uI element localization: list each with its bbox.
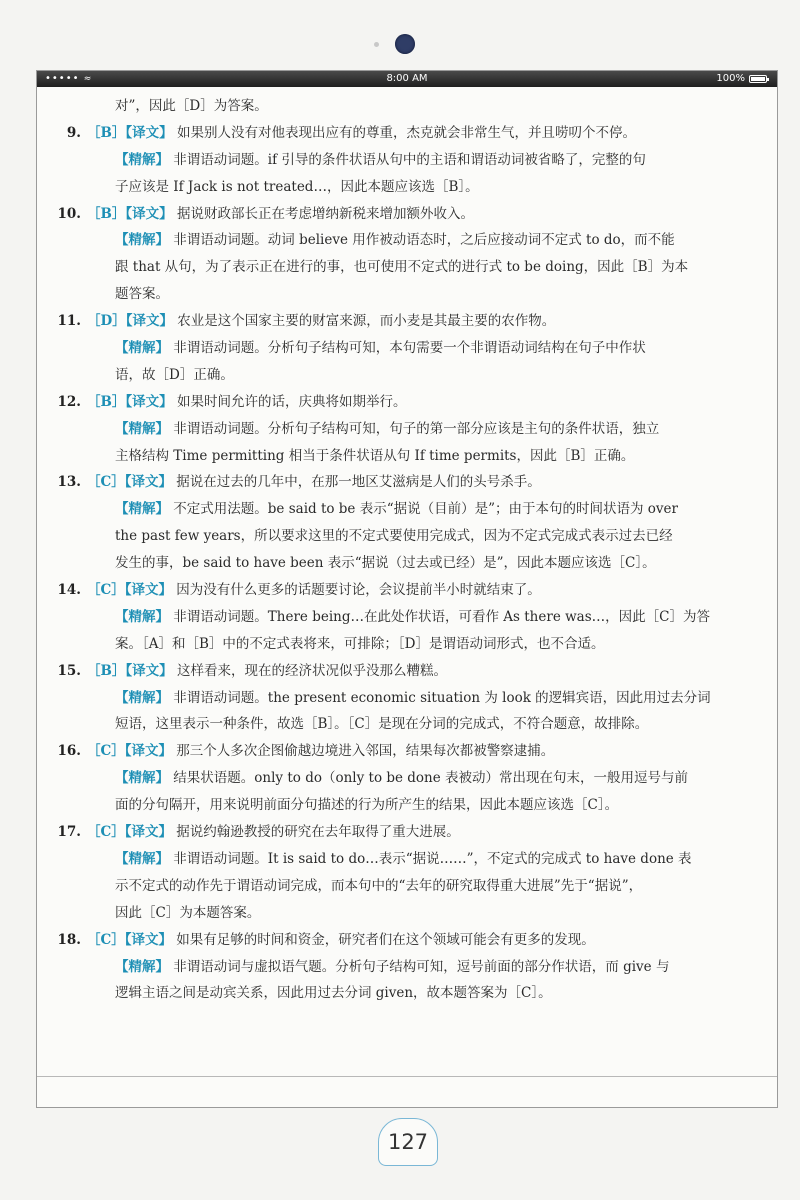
battery-status: [716, 71, 767, 87]
answer-choice: ［B］: [87, 205, 126, 222]
body-text: 短语，这里表示一种条件，故选［B］。［C］是现在分词的完成式，不符合题意，故排除。: [115, 716, 649, 733]
body-text: 非谓语动词题。if 引导的条件状语从句中的主语和谓语动词被省略了，完整的句: [169, 151, 646, 168]
answer-choice: ［B］: [87, 393, 126, 410]
question-number: 15.: [57, 662, 81, 679]
explanation-line: [37, 550, 777, 577]
explanation-line: [37, 416, 777, 443]
battery-icon: [749, 75, 767, 83]
body-text: 主格结构 Time permitting 相当于条件状语从句 If time permits，因此［B］正确。: [115, 447, 635, 464]
explanation-line: [37, 281, 777, 308]
body-text: 结果状语题。only to do（only to be done 表被动）常出现在句末，一般用逗号与前: [169, 770, 689, 787]
question-answer-line: [37, 201, 777, 228]
body-text: 据说在过去的几年中，在那一地区艾滋病是人们的头号杀手。: [172, 474, 541, 491]
question-number: 11.: [57, 313, 81, 330]
question-answer-line: [37, 819, 777, 846]
section-tag: 【精解】: [115, 501, 169, 518]
question-number: 17.: [57, 824, 81, 841]
section-tag: 【译文】: [124, 931, 172, 948]
explanation-line: [37, 174, 777, 201]
section-tag: 【译文】: [125, 124, 173, 141]
section-tag: 【精解】: [115, 340, 169, 357]
answer-choice: ［C］: [87, 743, 125, 760]
explanation-line: [37, 685, 777, 712]
section-tag: 【精解】: [115, 770, 169, 787]
question-answer-line: [37, 469, 777, 496]
explanation-line: [37, 93, 777, 120]
section-tag: 【精解】: [115, 608, 169, 625]
body-text: 非谓语动词与虚拟语气题。分析句子结构可知，逗号前面的部分作状语，而 give 与: [169, 958, 670, 975]
battery-percent: 100%: [716, 73, 745, 84]
question-number: 12.: [57, 393, 81, 410]
question-answer-line: [37, 927, 777, 954]
answer-choice: ［B］: [87, 662, 126, 679]
front-camera-icon: [395, 34, 415, 54]
question-number: 14.: [57, 582, 81, 599]
wifi-icon: ≈: [83, 74, 93, 84]
section-tag: 【译文】: [125, 662, 173, 679]
body-text: 农业是这个国家主要的财富来源，而小麦是其最主要的农作物。: [172, 313, 556, 330]
page-number: 127: [378, 1118, 438, 1166]
explanation-line: [37, 980, 777, 1007]
body-text: 题答案。: [115, 286, 169, 303]
body-text: 非谓语动词题。the present economic situation 为 look 的逻辑宾语，因此用过去分词: [169, 689, 711, 706]
question-answer-line: [37, 577, 777, 604]
explanation-line: [37, 954, 777, 981]
body-text: 示不定式的动作先于谓语动词完成，而本句中的“去年的研究取得重大进展”先于“据说”，: [115, 877, 643, 894]
question-number: 13.: [57, 474, 81, 491]
body-text: 那三个人多次企图偷越边境进入邻国，结果每次都被警察逮捕。: [172, 743, 555, 760]
question-number: 10.: [57, 205, 81, 222]
explanation-line: [37, 711, 777, 738]
body-text: 非谓语动词题。分析句子结构可知，句子的第一部分应该是主句的条件状语，独立: [169, 420, 660, 437]
explanation-line: [37, 443, 777, 470]
body-text: 跟 that 从句，为了表示正在进行的事，也可使用不定式的进行式 to be doing，因此［B］为本: [115, 259, 689, 276]
body-text: 逻辑主语之间是动宾关系，因此用过去分词 given，故本题答案为［C］。: [115, 985, 552, 1002]
section-tag: 【译文】: [124, 582, 172, 599]
body-text: 如果时间允许的话，庆典将如期举行。: [172, 393, 407, 410]
answer-choice: ［B］: [87, 124, 126, 141]
explanation-line: [37, 523, 777, 550]
section-tag: 【译文】: [125, 393, 173, 410]
question-number: 16.: [57, 743, 81, 760]
explanation-line: [37, 147, 777, 174]
status-bar: [37, 71, 777, 87]
explanation-line: [37, 765, 777, 792]
section-tag: 【精解】: [115, 420, 169, 437]
section-tag: 【译文】: [125, 313, 173, 330]
body-text: 语，故［D］正确。: [115, 366, 234, 383]
body-text: 非谓语动词题。分析句子结构可知，本句需要一个非谓语动词结构在句子中作状: [169, 340, 646, 357]
body-text: 如果别人没有对他表现出应有的尊重，杰克就会非常生气，并且唠叨个不停。: [172, 124, 636, 141]
explanation-line: [37, 362, 777, 389]
explanation-line: [37, 846, 777, 873]
explanation-line: [37, 604, 777, 631]
question-answer-line: [37, 738, 777, 765]
signal-dots: •••••: [45, 73, 80, 84]
explanation-line: [37, 496, 777, 523]
body-text: 据说约翰逊教授的研究在去年取得了重大进展。: [172, 824, 460, 841]
answer-choice: ［D］: [87, 313, 126, 330]
section-tag: 【精解】: [115, 232, 169, 249]
explanation-line: [37, 900, 777, 927]
section-tag: 【译文】: [124, 474, 172, 491]
explanation-line: [37, 631, 777, 658]
explanation-line: [37, 792, 777, 819]
explanation-line: [37, 335, 777, 362]
section-tag: 【译文】: [125, 205, 173, 222]
section-tag: 【精解】: [115, 850, 169, 867]
question-answer-line: [37, 389, 777, 416]
body-text: 因为没有什么更多的话题要讨论，会议提前半小时就结束了。: [172, 582, 541, 599]
explanation-line: [37, 873, 777, 900]
question-number: 9.: [66, 124, 81, 141]
answer-choice: ［C］: [87, 582, 125, 599]
section-tag: 【精解】: [115, 958, 169, 975]
tablet-screen: [36, 70, 778, 1108]
body-text: 面的分句隔开，用来说明前面分句描述的行为所产生的结果，因此本题应该选［C］。: [115, 797, 619, 814]
body-text: the past few years，所以要求这里的不定式要使用完成式，因为不定式完成式表示过去已经: [115, 528, 673, 545]
body-text: 子应该是 If Jack is not treated…，因此本题应该选［B］。: [115, 178, 479, 195]
question-answer-line: [37, 120, 777, 147]
body-text: 非谓语动词题。动词 believe 用作被动语态时，之后应接动词不定式 to do，而不能: [169, 232, 675, 249]
question-answer-line: [37, 658, 777, 685]
body-text: 这样看来，现在的经济状况似乎没那么糟糕。: [172, 662, 447, 679]
body-text: 非谓语动词题。There being…在此处作状语，可看作 As there was…，因此［C］为答: [169, 608, 710, 625]
answer-choice: ［C］: [87, 931, 125, 948]
explanation-line: [37, 254, 777, 281]
status-time: 8:00 AM: [386, 73, 428, 84]
body-text: 对”，因此［D］为答案。: [115, 98, 268, 114]
answer-choice: ［C］: [87, 474, 125, 491]
explanation-line: [37, 227, 777, 254]
answer-explanations: [37, 93, 777, 1007]
body-text: 因此［C］为本题答案。: [115, 904, 261, 921]
body-text: 非谓语动词题。It is said to do…表示“据说……”，不定式的完成式 to have done 表: [169, 850, 692, 867]
section-tag: 【译文】: [124, 824, 172, 841]
question-number: 18.: [57, 931, 81, 948]
body-text: 据说财政部长正在考虑增纳新税来增加额外收入。: [172, 205, 474, 222]
body-text: 如果有足够的时间和资金，研究者们在这个领域可能会有更多的发现。: [172, 931, 595, 948]
answer-choice: ［C］: [87, 824, 125, 841]
section-tag: 【精解】: [115, 151, 169, 168]
question-answer-line: [37, 308, 777, 335]
body-text: 不定式用法题。be said to be 表示“据说（目前）是”；由于本句的时间状语为 over: [169, 501, 678, 518]
section-tag: 【译文】: [124, 743, 172, 760]
body-text: 案。［A］和［B］中的不定式表将来，可排除；［D］是谓语动词形式，也不合适。: [115, 635, 605, 652]
camera-sensor-dot: [374, 42, 379, 47]
body-text: 发生的事，be said to have been 表示“据说（过去或已经）是”，因此本题应该选［C］。: [115, 555, 656, 572]
page-bottom-rule: [37, 1076, 777, 1077]
section-tag: 【精解】: [115, 689, 169, 706]
